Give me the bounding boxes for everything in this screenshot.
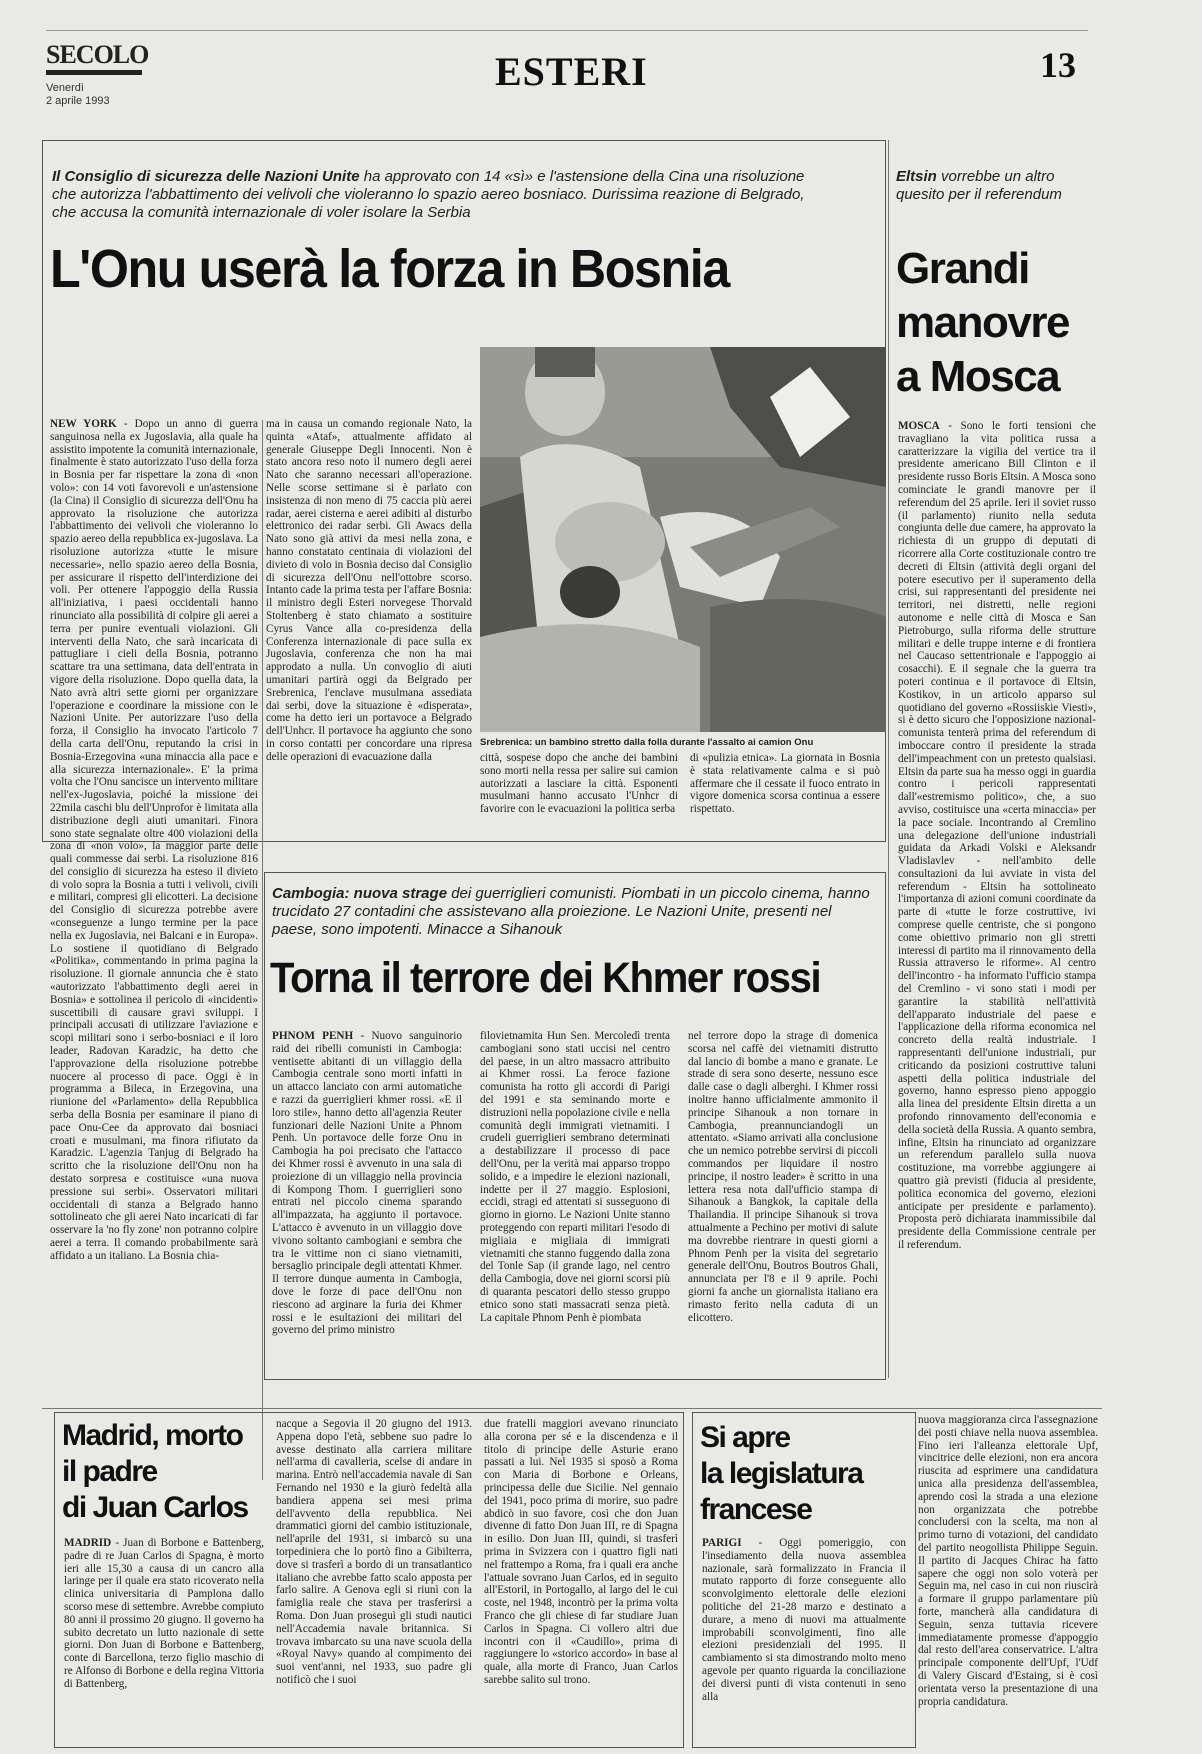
issue-date-text: 2 aprile 1993 <box>46 95 110 107</box>
cambogia-column-1 <box>272 1030 462 1374</box>
parigi-headline <box>700 1420 862 1528</box>
madrid-headline <box>62 1418 248 1526</box>
mosca-divider <box>888 140 889 1378</box>
madrid-headline-line-1: Madrid, morto <box>62 1419 243 1452</box>
madrid-column-1 <box>64 1537 264 1743</box>
masthead-bar <box>46 70 142 75</box>
bosnia-column-2: ma in causa un comando regionale Nato, la quinta «Ataf», attualmente affidato al generale Giuseppe Degli Innocenti. Non è stato ancora reso noto il numero degli aerei Nato che saranno necessari all'operazione. Nelle scorse settimane si è parlato con insistenza di non meno di 75 caccia più aerei radar, aerei cisterna e aerei adibiti al disturbo elettronico dei radar serbi. Gli Awacs della Nato sono già attivi da mesi nella zona, e hanno constatato centinaia di violazioni del divieto di volo in Bosnia deciso dal Consiglio di sicurezza dell'Onu nell'ottobre scorso. Intanto cade la prima testa per l'affare Bosnia: il ministro degli Esteri norvegese Thorvald Stoltenberg è stato chiamato a sostituire Cyrus Vance alla co-presidenza della Conferenza internazionale di pace sulla ex Jugoslavia, conferenza che non ha mai approdato a nulla. Un convoglio di aiuti umanitari partirà oggi da Belgrado per Srebrenica, l'enclave musulmana assediata dai serbi, dove la situazione è «disperata», come ha detto ieri un portavoce a Belgrado dell'Unhcr. Il portavoce ha aggiunto che sono in corso contatti per concordare una ripresa delle operazioni di evacuazione dalla <box>266 418 472 763</box>
cambogia-headline: Torna il terrore dei Khmer rossi <box>270 954 821 1002</box>
mosca-headline-line-2: manovre <box>896 298 1069 347</box>
cambogia-column-2: filovietnamita Hun Sen. Mercoledì trenta cambogiani sono stati uccisi nel centro del paese, in un altro massacro attribuito ai Khmer rossi. La feroce fazione comunista ha rotto gli accordi di Parigi del 1991 e sta seminando morte e distruzioni nella popolazione civile e nella comunità degli immigrati vietnamiti. I crudeli guerriglieri sembrano determinati a destabilizzare il processo di pace dell'Onu, per la verità mai apparso troppo solido, e a impedire le elezioni nazionali, indette per il 27 maggio. Esplosioni, eccidi, stragi ed attentati si susseguono di giorno in giorno. Le Nazioni Unite stanno proteggendo con reparti militari l'esodo di migliaia e migliaia di immigrati vietnamiti che stanno fuggendo dalla zona del Tonle Sap (il grande lago, nel centro della Cambogia, dove nei giorni scorsi più di quaranta pescatori dello stesso gruppo etnico sono stati massacrati senza pietà. La capitale Phnom Penh è piombata <box>480 1030 670 1324</box>
srebrenica-photo <box>480 347 886 732</box>
parigi-headline-line-2: la legislatura <box>700 1457 863 1490</box>
newspaper-masthead: SECOLO <box>46 40 149 69</box>
mosca-body <box>898 420 1096 1376</box>
parigi-column-1 <box>702 1537 906 1743</box>
bosnia-column-1 <box>50 418 258 1482</box>
cambogia-kicker <box>272 885 872 939</box>
parigi-dateline: PARIGI <box>702 1537 742 1549</box>
mosca-body-text: - Sono le forti tensioni che travagliano la vita politica russa a caratterizzare la vigilia del vertice tra il presidente americano Bill Clinton e il presidente russo Boris Eltsin. A Mosca sono cominciate le grandi manovre per il referendum del 25 aprile. Ieri il soviet russo (il parlamento) riunito nella seduta congiunta delle due camere, ha approvato la richiesta di un gruppo di deputati di ricorrere alla Corte costituzionale contro tre decreti di Eltsin (attività degli organi del potere esecutivo per il superamento della crisi, sui rappresentanti del presidente nei territori, nei distretti, nelle regioni autonome e nelle città di Mosca e San Pietroburgo, sulla riforma delle strutture militari e delle truppe interne e di frontiera nel Caucaso settentrionale e l'appoggio ai cosacchi). E il segnale che la guerra tra poteri continua e il portavoce di Eltsin, Kostikov, in un articolo apparso sul quotidiano del governo «Rossiiskie Viesti», si è detto sicuro che l'opposizione nazional-comunista tenterà prima del referendum di imboccare contro il presidente la strada dell'impeachment con un pretesto qualsiasi. Eltsin da parte sua ha messo oggi in guardia contro i pericoli rappresentati dall'«estremismo politico», che, a suo avviso, costituisce una «certa minaccia» per la pace sociale. Incontrando al Cremlino una delegazione dell'unione industriali guidata da Arkadi Volski e Aleksandr Vladislavlev - nell'ambito delle consultazioni da lui avviate in vista del referendum - Eltsin ha sottolineato l'importanza di azioni comuni coordinate da parte di «tutte le forze costruttive, ivi comprese quelle centriste, che si pongono come obiettivo primario non gli stretti interessi di partito ma il rinnovamento della Russia attraverso le riforme». Al centro dell'incontro - ha informato l'ufficio stampa del Cremlino - vi sono stati i modi per garantire la stabilità nell'attività dell'apparato industriale del paese e l'applicazione della riforma economica nel concreto della realtà industriale. I rappresentanti dell'unione industriali, pur criticando da posizioni costruttive taluni aspetti della politica industriale del governo, hanno espresso pieno appoggio alla linea del presidente Eltsin diretta a un profondo rinnovamento dell'economia e della società della Russia. A quanto sembra, infine, Eltsin ha rinunciato ad organizzare un referendum parallelo sulla nuova costituzione, ma vorrebbe aggiungere ai quattro già previsti (fiducia al presidente, politica economica del governo, elezioni anticipate per presidente e parlamento). Proposta però dichiarata inammissibile dal presidente della Commissione centrale per il referendum. <box>898 420 1096 1251</box>
mosca-headline <box>896 242 1069 404</box>
madrid-dateline: MADRID <box>64 1537 112 1549</box>
bosnia-column-rule-1 <box>262 420 263 1480</box>
srebrenica-photo-image <box>480 347 886 732</box>
bosnia-dateline: NEW YORK <box>50 418 117 430</box>
madrid-column-3: due fratelli maggiori avevano rinunciato alla corona per sé e la discendenza e il titolo di principe delle Asturie erano passati a lui. Nel 1935 si sposò a Roma con Maria di Borbone e Orleans, principessa delle due Sicilie. Nel gennaio del 1941, poco prima di morire, suo padre abdicò in suo favore, così che don Juan divenne di fatto Don Juan III, re di Spagna in esilio. Don Juan III, quindi, si trasferì prima in Svizzera con i quattro figli nati nel frattempo a Roma, fra i quali era anche l'attuale sovrano Juan Carlos, ed in seguito all'Estoril, in Portogallo, al largo del le cui coste, nel 1948, incontrò per la prima volta Franco che gli chiese di far studiare Juan Carlos in Spagna. Ci vollero altri due incontri con il «Caudillo», prima di raggiungere lo «storico accordo» in base al quale, alla morte di Franco, Juan Carlos sarebbe salito sul trono. <box>484 1418 678 1686</box>
bosnia-column-4: di «pulizia etnica». La giornata in Bosnia è stata relativamente calma e si può affermare che il cessate il fuoco entrato in vigore domenica scorsa continua a essere rispettato. <box>690 752 880 816</box>
mosca-kicker-bold: Eltsin <box>896 168 937 185</box>
parigi-column-2: nuova maggioranza circa l'assegnazione dei posti chiave nella nuova assemblea. Fino ieri l'alleanza elettorale Upf, vincitrice delle elezioni, non era ancora riuscita ad esprimere una candidatura unica alla presidenza dell'assemblea, aprendo così la strada a una elezione non organizzata che potrebbe concludersi con la scelta, ma non al primo turno di votazioni, del candidato del partito neogollista Philippe Seguin. Il partito di Jacques Chirac ha fatto sapere che oggi non solo voterà per Seguin ma, nel caso in cui non riuscirà a formare il gruppo parlamentare più forte, mancherà alla candidatura di Seguin, senza tuttavia ricevere immediatamente promesse d'appoggio dal resto dell'area conservatrice. L'altra principale componente dell'Upf, l'Udf di Valery Giscard d'Estaing, si è così orientata verso la presentazione di una propria candidatura. <box>918 1414 1098 1708</box>
cambogia-column-3: nel terrore dopo la strage di domenica scorsa nel caffè dei vietnamiti distrutto dal lancio di bombe a mano e granate. Le strade di sera sono deserte, nessuno esce dalle case o dagli alberghi. I Khmer rossi inoltre hanno ufficialmente ammonito il principe Sihanouk a non tornare in Cambogia, preannunciandogli un attentato. «Siamo arrivati alla conclusione che un nemico potrebbe servirsi di piccoli commandos per liquidare il nostro principe, il nostro leader» è scritto in una lettera resa nota dall'ufficio stampa di Sihanouk a Bangkok, la capitale della Thailandia. Il principe Sihanouk si trova attualmente a Pechino per motivi di salute ma dovrebbe rientrare in questi giorni a Phnom Penh per la visita del segretario generale dell'Onu, Boutros Boutros Ghali, annunciata per l'8 e il 9 aprile. Pochi giorni fa anche un giornalista italiano era rimasto ferito nella caduta di un elicottero. <box>688 1030 878 1324</box>
mosca-kicker <box>896 168 1066 204</box>
top-rule <box>46 30 1088 31</box>
cambogia-column-1-text: - Nuovo sanguinorio raid dei ribelli comunisti in Cambogia: ventisette abitanti di un villaggio della Cambogia centrale sono morti infatti in un attacco lanciato con armi automatiche e razzi da guerriglieri khmer rossi. «E il loro stile», hanno detto all'agenzia Reuter funzionari delle Nazioni Unite a Phnom Penh. Un portavoce delle forze Onu in Cambogia ha poi precisato che l'attacco dei Khmer rossi è avvenuto in una sala di proiezione di un villaggio nella provincia di Kompong Thom. I guerriglieri sono entrati nel piccolo cinema sparando all'impazzata, ha aggiunto il portavoce. L'attacco è avvenuto in un villaggio dove vivono soltanto cambogiani e sembra che tra le vittime non ci siano vietnamiti, bersaglio principale degli attentati Khmer. Il terrore dunque aumenta in Cambogia, dove le forze di pace dell'Onu non riescono ad arginare la furia dei Khmer rossi e le esultazioni dei militari del governo del primo ministro <box>272 1030 462 1337</box>
mosca-dateline: MOSCA <box>898 420 940 432</box>
madrid-headline-line-3: di Juan Carlos <box>62 1491 248 1524</box>
mosca-headline-line-1: Grandi <box>896 244 1029 293</box>
bosnia-kicker-bold: Il Consiglio di sicurezza delle Nazioni Unite <box>52 168 360 185</box>
bosnia-kicker-rest: ha approvato con 14 «sì» e l'astensione della Cina una risoluzione che autorizza l'abbattimento dei velivoli che violeranno lo spazio aereo bosniaco. Durissima reazione di Belgrado, che accusa la comunità internazionale di voler isolare la Serbia <box>52 168 805 221</box>
cambogia-kicker-rest: dei guerriglieri comunisti. Piombati in un piccolo cinema, hanno trucidato 27 contadini che assistevano alla proiezione. Le Nazioni Unite, presenti nel paese, sono impotenti. Minacce a Sihanouk <box>272 885 870 938</box>
issue-date <box>46 82 110 108</box>
madrid-headline-line-2: il padre <box>62 1455 157 1488</box>
parigi-headline-line-1: Si apre <box>700 1421 790 1454</box>
issue-day: Venerdì <box>46 82 84 94</box>
section-title: ESTERI <box>495 49 648 94</box>
mosca-kicker-rest: vorrebbe un altro quesito per il referendum <box>896 168 1062 203</box>
cambogia-dateline: PHNOM PENH <box>272 1030 354 1042</box>
photo-caption: Srebrenica: un bambino stretto dalla folla durante l'assalto ai camion Onu <box>480 737 814 748</box>
bosnia-kicker <box>52 168 812 222</box>
page-number: 13 <box>1040 45 1076 85</box>
mosca-headline-line-3: a Mosca <box>896 352 1060 401</box>
bottom-band-rule <box>42 1408 1102 1409</box>
bosnia-headline: L'Onu userà la forza in Bosnia <box>50 239 729 299</box>
parigi-column-1-text: - Oggi pomeriggio, con l'insediamento della nuova assemblea nazionale, sarà formalizzato in Francia il mutato rapporto di forze conseguente allo sconvolgimento elettorale delle elezioni politiche del 21-28 marzo e destinato a durare, a meno di nuovi ma attualmente improbabili sconvolgimenti, fino alle elezioni presidenziali del 1995. Il cambiamento si sta dimostrando molto meno agevole per quanto riguarda la conciliazione dei diversi punti di vista contenuti in seno alla <box>702 1537 906 1703</box>
bosnia-column-1-text: - Dopo un anno di guerra sanguinosa nella ex Jugoslavia, alla quale ha assistito impotente la comunità internazionale, finalmente è stato autorizzato l'uso della forza in Bosnia per far rispettare la zona di «non volo»: con 14 voti favorevoli e un'astensione (la Cina) il Consiglio di sicurezza dell'Onu ha approvato la risoluzione che autorizza l'abbattimento dei velivoli che violeranno lo spazio aereo della repubblica ex-jugoslava. La risoluzione autorizza «tutte le misure necessarie», nello spazio aereo della Bosnia, per assicurare il rispetto dell'interdizione dei voli. Per ottenere l'appoggio della Russia all'iniziativa, i paesi occidentali hanno rinunciato alla possibilità di colpire gli aerei a terra per punire eventuali violazioni. Gli interventi della Nato, che sarà incaricata di pattugliare i cieli della Bosnia, potranno scattare tra una settimana, data dell'entrata in vigore della risoluzione. Dopo quella data, la Nato avrà altri sette giorni per organizzare l'operazione e coordinare la missione con le Nazioni Unite. Per autorizzare l'uso della forza, il Consiglio ha invocato l'articolo 7 della carta dell'Onu, reputando la crisi in Bosnia-Erzegovina «una minaccia alla pace e alla sicurezza internazionale». E' la prima volta che l'Onu sancisce un intervento militare nell'ex-Jugoslavia, poiché la missione dei 22mila caschi blu dell'Unprofor è limitata alla distribuzione degli aiuti umanitari. Finora sono state segnalate oltre 400 violazioni della zona di «non volo», la maggior parte delle quali commesse dai serbi. La risoluzione 816 del consiglio di sicurezza ha esteso il divieto di volo sopra la Bosnia a tutti i velivoli, civili e militari, compresi gli elicotteri. La decisione del Consiglio di sicurezza potrebbe avere «conseguenze a lungo termine per la pace nella ex Jugoslavia, nei Balcani e in Europa». Lo sostiene il quotidiano di Belgrado «Politika», commentando in prima pagina la risoluzione. Il giornale annuncia che è stato «autorizzato l'abbattimento degli aerei in Bosnia» e sottolinea il pericolo di «incidenti» suscettibili di causare gravi sviluppi. I principali accusati di utilizzare l'aviazione e scopi militari sono i serbo-bosniaci e il loro leader, Radovan Karadzic, ha detto che l'approvazione della risoluzione potrebbe nuocere al processo di pace. Oggi è in programma a Bileca, in Erzegovina, una riunione del «Parlamento» della Repubblica serba della Bosnia per esaminare il piano di pace Onu-Cee da approvato dai bosniaci croati e musulmani, ma finora rifiutato da Karadzic. L'agenzia Tanjug di Belgrado ha scritto che la risoluzione dell'Onu non ha destato sorpresa e costituisce «una nuova pressione sui serbi». Osservatori militari occidentali di stanza a Belgrado hanno sottolineato che gli aerei Nato incaricati di far osservare la 'no fly zone' non potranno colpire aerei a terra. Il comando probabilmente sarà affidato a un italiano. La Bosnia chia- <box>50 418 258 1262</box>
madrid-column-1-text: - Juan di Borbone e Battenberg, padre di re Juan Carlos di Spagna, è morto ieri alle 15,30 a causa di un cancro alla laringe per il quale era stato ricoverato nella clinica universitaria di Pamplona dallo scorso mese di settembre. Avrebbe compiuto 80 anni il prossimo 20 giugno. Il governo ha subito decretato un lutto nazionale di sette giorni. Don Juan di Borbone e Battenberg, conte di Barcellona, terzo figlio maschio di re Alfonso di Borbone e della regina Vittoria di Battenberg, <box>64 1537 264 1690</box>
cambogia-kicker-bold: Cambogia: nuova strage <box>272 885 448 902</box>
parigi-headline-line-3: francese <box>700 1493 812 1526</box>
bosnia-column-3: città, sospese dopo che anche dei bambini sono morti nella ressa per salire sui camion autorizzati a lasciare la città. Esponenti musulmani hanno accusato l'Unhcr di favorire con le evacuazioni la politica serba <box>480 752 678 816</box>
madrid-column-2: nacque a Segovia il 20 giugno del 1913. Appena dopo l'età, sebbene suo padre lo avesse destinato alla carriera militare nell'arma di cavalleria, scelse di andare in marina. Entrò nell'accademia navale di San Fernando nel 1930 e la giurò fedeltà alla bandiera appena sei mesi prima dell'avvento della repubblica. Nei drammatici giorni del cambio istituzionale, nell'aprile del 1931, si imbarcò su una torpediniera che lo portò fino a Gibilterra, dove si trasferì a bordo di un transatlantico italiano che avrebbe fatto scalo apposta per farlo salire. A Genova egli si riunì con la famiglia reale che stava per trasferirsi a Roma. Don Juan proseguì gli studi nautici nell'Accademia navale britannica. Si trovava imbarcato su una nave scuola della «Royal Navy» quando al compimento dei suoi vent'anni, nel 1933, suo padre gli notificò che i suoi <box>276 1418 472 1686</box>
